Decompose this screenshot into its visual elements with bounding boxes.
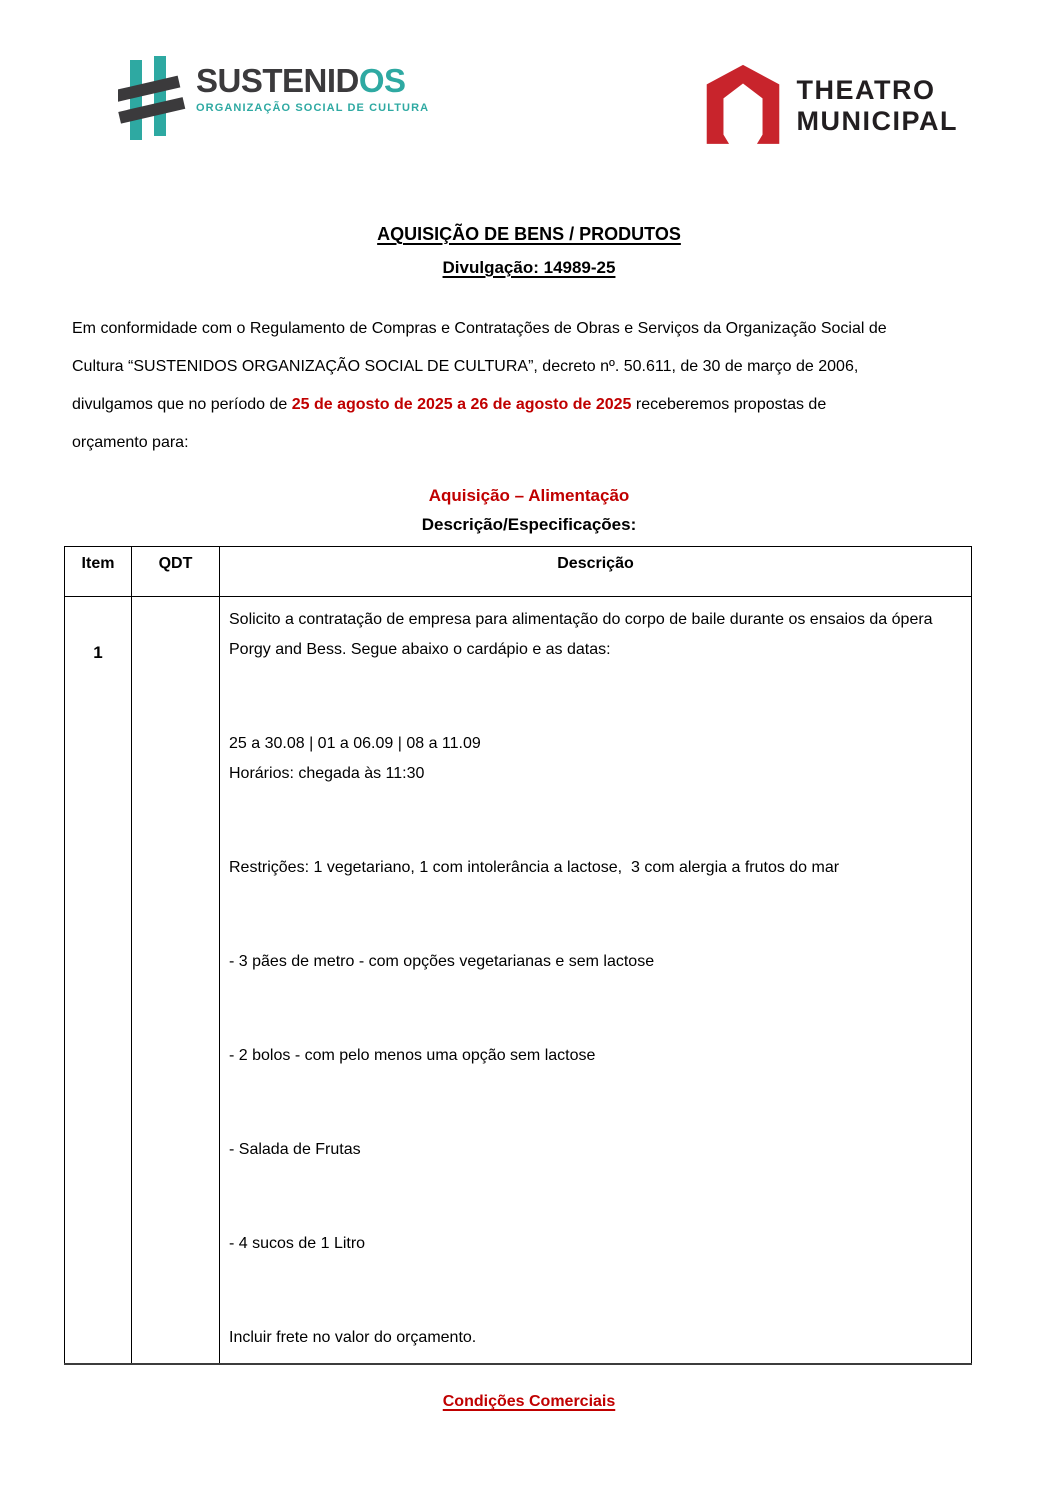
intro-line-3-post: receberemos propostas de bbox=[631, 396, 827, 413]
theatro-logo-line1: THEATRO bbox=[796, 74, 936, 105]
theatro-logo-text bbox=[797, 75, 959, 137]
description-block-paes: - 3 pães de metro - com opções vegetarianas e sem lactose bbox=[229, 953, 655, 970]
document-subtitle: Divulgação: 14989-25 bbox=[442, 258, 616, 277]
table-header-row bbox=[65, 547, 972, 597]
table-row bbox=[65, 597, 972, 1365]
sustenidos-logo-tagline: ORGANIZAÇÃO SOCIAL DE CULTURA bbox=[196, 102, 430, 114]
section-subtitle: Descrição/Especificações: bbox=[421, 515, 637, 534]
column-header-qdt: QDT bbox=[132, 547, 220, 597]
specifications-table bbox=[64, 546, 972, 1365]
condicoes-comerciais-heading: Condições Comerciais bbox=[442, 1393, 616, 1410]
description-block-frete: Incluir frete no valor do orçamento. bbox=[229, 1329, 477, 1346]
intro-line-4: orçamento para: bbox=[72, 434, 189, 451]
intro-line-1: Em conformidade com o Regulamento de Compras e Contratações de Obras e Serviços da Organização Social de bbox=[72, 320, 887, 337]
description-block-sucos: - 4 sucos de 1 Litro bbox=[229, 1235, 366, 1252]
column-header-descricao: Descrição bbox=[220, 547, 972, 597]
description-block-dates: 25 a 30.08 | 01 a 06.09 | 08 a 11.09 Horários: chegada às 11:30 bbox=[229, 735, 481, 782]
highlighted-date-range: 25 de agosto de 2025 a 26 de agosto de 2025 bbox=[291, 396, 632, 413]
intro-line-2: Cultura “SUSTENIDOS ORGANIZAÇÃO SOCIAL DE CULTURA”, decreto nº. 50.611, de 30 de março de 2006, bbox=[72, 358, 859, 375]
description-cell bbox=[220, 597, 972, 1365]
theatro-logo-line2: MUNICIPAL bbox=[796, 105, 958, 136]
column-header-item: Item bbox=[65, 547, 132, 597]
qdt-cell bbox=[132, 597, 220, 1365]
theatro-municipal-logo bbox=[703, 52, 959, 151]
section-title: Aquisição – Alimentação bbox=[428, 486, 630, 505]
description-block-request: Solicito a contratação de empresa para alimentação do corpo de baile durante os ensaios da ópera Porgy and Bess. Segue abaixo o cardápio e as datas: bbox=[229, 611, 938, 658]
document-header bbox=[0, 0, 1058, 150]
sustenidos-hash-icon bbox=[118, 52, 186, 151]
document-title: AQUISIÇÃO DE BENS / PRODUTOS bbox=[377, 224, 681, 244]
intro-line-3-pre: divulgamos que no período de bbox=[72, 396, 292, 413]
description-block-bolos: - 2 bolos - com pelo menos uma opção sem lactose bbox=[229, 1047, 596, 1064]
intro-line-3 bbox=[72, 386, 986, 424]
theatro-arch-icon bbox=[703, 60, 783, 151]
sustenidos-logo-text bbox=[196, 52, 429, 114]
sustenidos-logo bbox=[118, 52, 429, 151]
sustenidos-logo-name: SUSTENIDOS bbox=[196, 62, 406, 99]
description-block-restrictions: Restrições: 1 vegetariano, 1 com intolerância a lactose, 3 com alergia a frutos do mar bbox=[229, 859, 840, 876]
intro-paragraph bbox=[0, 310, 1058, 462]
item-number-cell: 1 bbox=[65, 597, 132, 1365]
description-block-salada: - Salada de Frutas bbox=[229, 1141, 361, 1158]
